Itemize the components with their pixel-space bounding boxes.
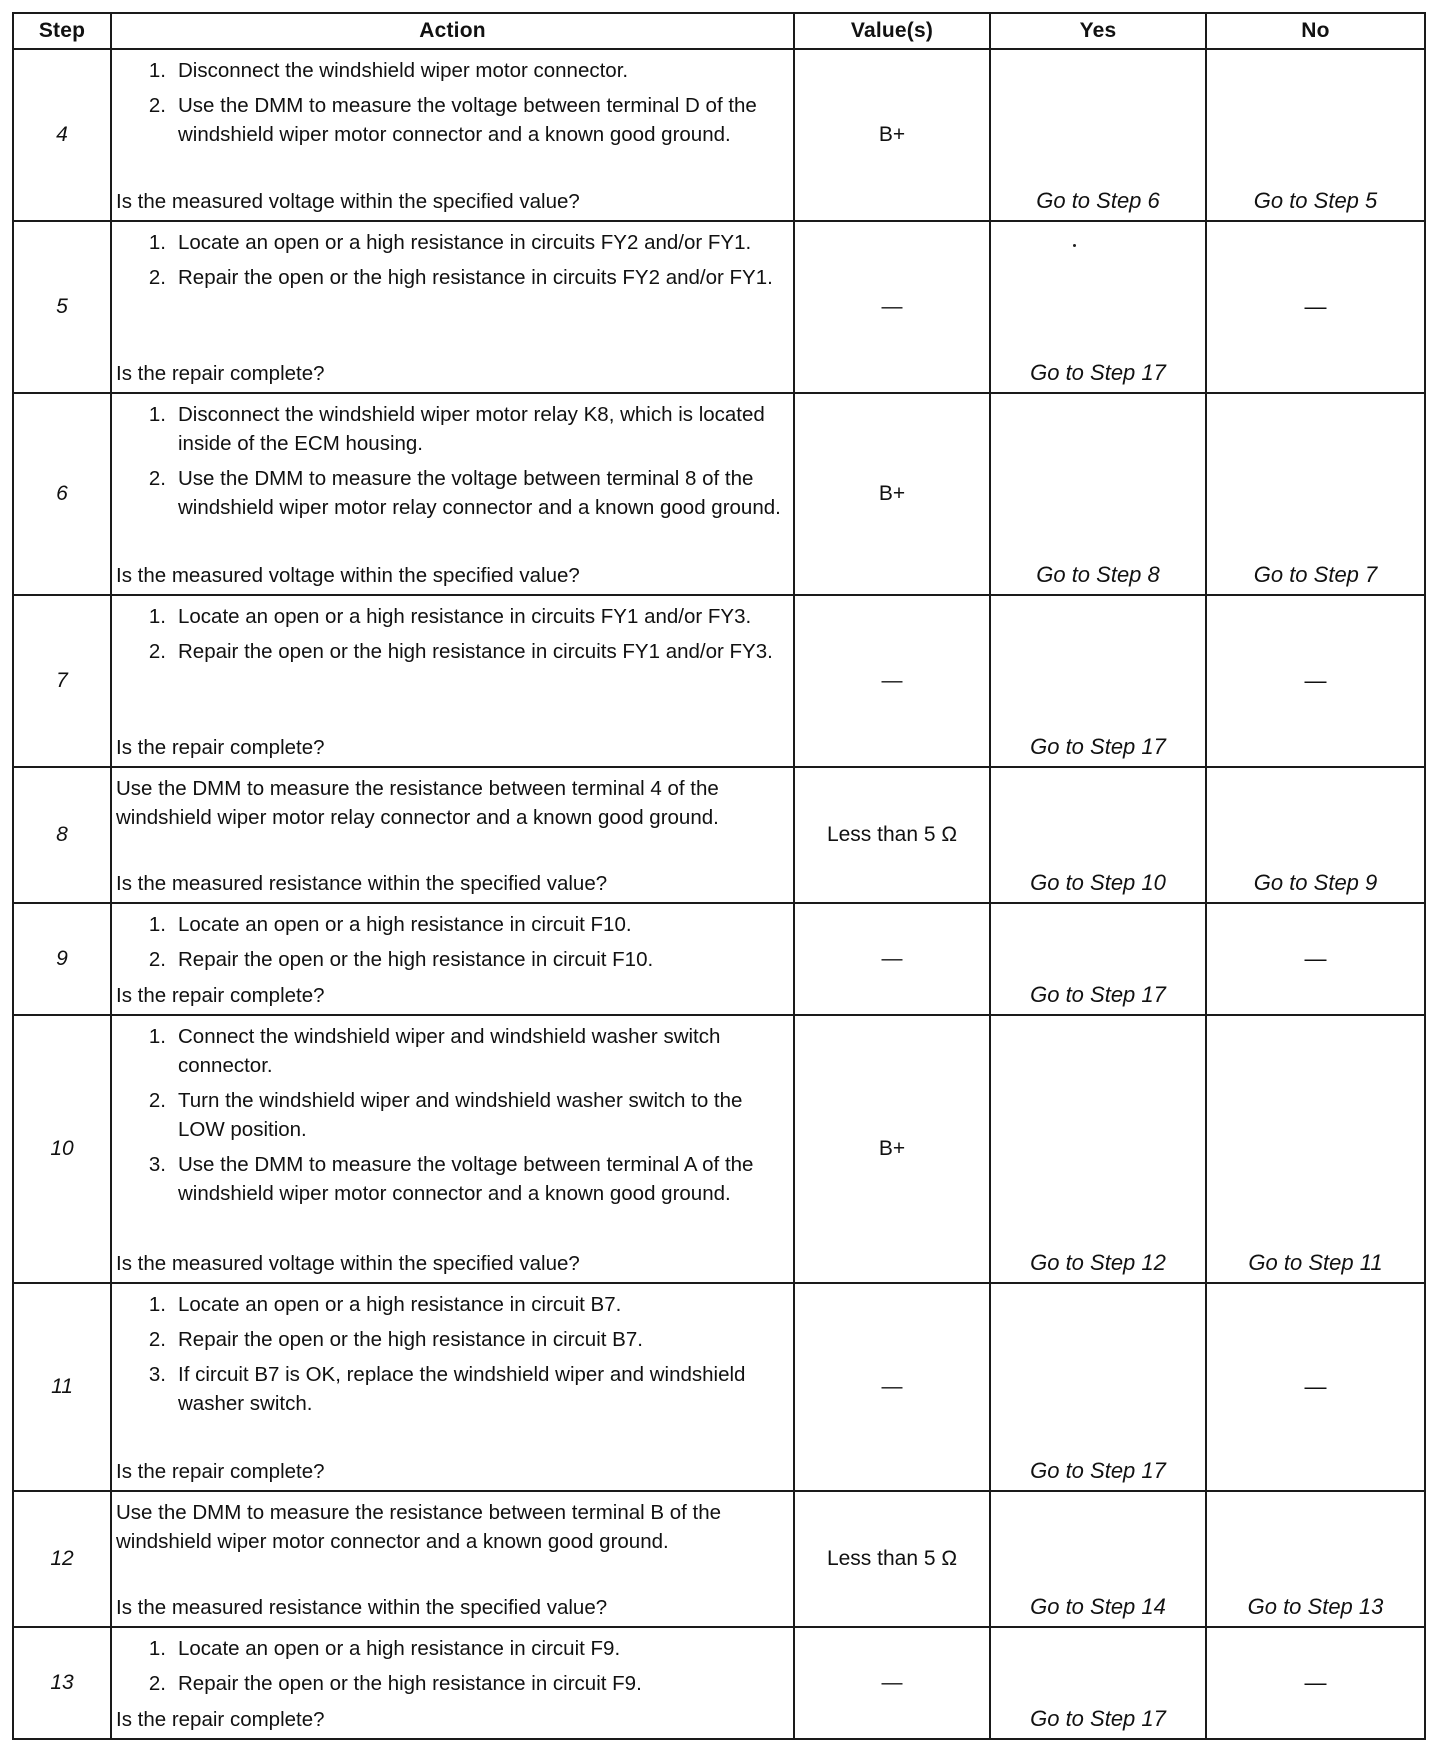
step-number: 7 [13,595,111,767]
no-goto: Go to Step 7 [1253,562,1378,587]
step-item-text: Locate an open or a high resistance in circuits FY2 and/or FY1. [178,231,752,254]
action-cell [111,1283,794,1491]
step-number: 4 [13,49,111,221]
action-step-item [116,228,785,257]
step-item-number: 2. [148,467,166,490]
step-number: 9 [13,903,111,1015]
table-row [13,1491,1425,1627]
step-item-number: 1. [148,231,166,254]
yes-goto: Go to Step 10 [1030,870,1166,895]
table-row [13,1627,1425,1739]
header-row [13,13,1425,49]
action-cell [111,1491,794,1627]
yes-cell [990,49,1206,221]
action-step-item [116,1086,785,1144]
value-cell: B+ [794,1015,990,1283]
header-action: Action [111,13,794,49]
step-item-text: If circuit B7 is OK, replace the windshield wiper and windshield washer switch. [178,1363,746,1415]
step-item-text: Connect the windshield wiper and windshield washer switch connector. [178,1025,721,1077]
yes-goto: Go to Step 17 [1030,982,1166,1007]
diagnostic-table-sheet [12,12,1424,1740]
action-step-item [116,945,785,974]
table-row [13,393,1425,595]
step-item-text: Use the DMM to measure the voltage between terminal 8 of the windshield wiper motor relay connector and a known good ground. [178,467,781,519]
value-cell: Less than 5 Ω [794,1491,990,1627]
scan-speck [1073,244,1076,247]
action-cell [111,1627,794,1739]
value-cell: Less than 5 Ω [794,767,990,903]
value-cell: — [794,1627,990,1739]
table-row [13,221,1425,393]
step-number: 6 [13,393,111,595]
step-item-text: Disconnect the windshield wiper motor relay K8, which is located inside of the ECM housing. [178,403,765,455]
yes-cell [990,1491,1206,1627]
header-step: Step [13,13,111,49]
no-cell [1206,767,1425,903]
step-item-number: 2. [148,1672,166,1695]
action-steps [116,602,785,672]
step-item-number: 2. [148,266,166,289]
header-yes: Yes [990,13,1206,49]
no-cell: — [1206,595,1425,767]
action-step-item [116,91,785,149]
no-goto: Go to Step 11 [1248,1250,1383,1275]
yes-goto: Go to Step 14 [1030,1594,1166,1619]
action-question: Is the measured voltage within the specified value? [116,1252,580,1275]
value-cell: — [794,221,990,393]
header-values: Value(s) [794,13,990,49]
action-step-item [116,464,785,522]
step-item-number: 1. [148,403,166,426]
yes-goto: Go to Step 12 [1030,1250,1166,1275]
step-number: 8 [13,767,111,903]
table-row [13,49,1425,221]
action-paragraph: Use the DMM to measure the resistance between terminal 4 of the windshield wiper motor relay connector and a known good ground. [116,777,719,829]
step-item-number: 2. [148,640,166,663]
step-item-text: Repair the open or the high resistance in circuits FY2 and/or FY1. [178,266,773,289]
yes-cell [990,1627,1206,1739]
step-item-number: 2. [148,1089,166,1112]
table-row [13,1015,1425,1283]
action-steps [116,400,785,528]
action-question: Is the repair complete? [116,984,325,1007]
action-cell [111,903,794,1015]
table-row [13,903,1425,1015]
step-item-text: Locate an open or a high resistance in circuit F10. [178,913,632,936]
yes-goto: Go to Step 6 [1036,188,1160,213]
step-item-text: Repair the open or the high resistance in circuit F9. [178,1672,642,1695]
action-step-item [116,56,785,85]
value-cell: B+ [794,49,990,221]
no-cell: — [1206,1283,1425,1491]
action-question: Is the measured resistance within the specified value? [116,1596,608,1619]
no-cell: — [1206,903,1425,1015]
step-item-number: 1. [148,1637,166,1660]
step-item-text: Repair the open or the high resistance in circuit F10. [178,948,654,971]
yes-goto: Go to Step 17 [1030,734,1166,759]
yes-cell [990,393,1206,595]
no-goto: Go to Step 9 [1253,870,1378,895]
yes-cell [990,595,1206,767]
action-step-item [116,1022,785,1080]
action-step-item [116,1325,785,1354]
action-cell [111,393,794,595]
step-item-text: Locate an open or a high resistance in circuit F9. [178,1637,621,1660]
no-cell [1206,1491,1425,1627]
step-item-number: 2. [148,94,166,117]
step-item-text: Repair the open or the high resistance in circuits FY1 and/or FY3. [178,640,773,663]
no-cell [1206,1015,1425,1283]
action-cell [111,1015,794,1283]
step-item-text: Repair the open or the high resistance in circuit B7. [178,1328,643,1351]
action-steps [116,56,785,155]
action-question: Is the measured voltage within the specified value? [116,564,580,587]
step-item-number: 2. [148,948,166,971]
step-number: 13 [13,1627,111,1739]
step-number: 12 [13,1491,111,1627]
no-cell [1206,49,1425,221]
step-number: 10 [13,1015,111,1283]
step-item-number: 3. [148,1363,166,1386]
step-number: 5 [13,221,111,393]
yes-goto: Go to Step 17 [1030,360,1166,385]
yes-goto: Go to Step 17 [1030,1458,1166,1483]
yes-cell [990,1283,1206,1491]
no-cell: — [1206,1627,1425,1739]
action-cell [111,767,794,903]
step-item-number: 1. [148,1293,166,1316]
action-paragraph: Use the DMM to measure the resistance between terminal B of the windshield wiper motor connector and a known good ground. [116,1501,722,1553]
table-row [13,595,1425,767]
table-row [13,767,1425,903]
action-step-item [116,1150,785,1208]
step-item-text: Use the DMM to measure the voltage between terminal D of the windshield wiper motor connector and a known good ground. [178,94,757,146]
step-item-text: Turn the windshield wiper and windshield washer switch to the LOW position. [178,1089,743,1141]
yes-cell [990,1015,1206,1283]
step-item-number: 1. [148,59,166,82]
action-cell [111,221,794,393]
action-step-item [116,1290,785,1319]
action-question: Is the repair complete? [116,1460,325,1483]
action-step-item [116,1634,785,1663]
action-steps [116,228,785,298]
step-item-number: 2. [148,1328,166,1351]
action-steps [116,1634,785,1704]
step-item-text: Use the DMM to measure the voltage between terminal A of the windshield wiper motor connector and a known good ground. [178,1153,754,1205]
action-step-item [116,910,785,939]
action-step-item [116,400,785,458]
yes-cell [990,903,1206,1015]
yes-goto: Go to Step 17 [1030,1706,1166,1731]
yes-cell [990,221,1206,393]
value-cell: — [794,1283,990,1491]
value-cell: — [794,595,990,767]
table-row [13,1283,1425,1491]
no-cell [1206,393,1425,595]
action-steps [116,910,785,980]
action-question: Is the measured voltage within the specified value? [116,190,580,213]
action-steps [116,1022,785,1214]
header-no: No [1206,13,1425,49]
action-question: Is the repair complete? [116,362,325,385]
step-item-text: Locate an open or a high resistance in circuit B7. [178,1293,622,1316]
action-cell [111,49,794,221]
action-question: Is the repair complete? [116,1708,325,1731]
no-goto: Go to Step 13 [1247,1594,1384,1619]
action-step-item [116,602,785,631]
step-number: 11 [13,1283,111,1491]
step-item-number: 1. [148,605,166,628]
step-item-number: 3. [148,1153,166,1176]
action-steps [116,1290,785,1424]
no-goto: Go to Step 5 [1253,188,1378,213]
table-body [13,49,1425,1739]
value-cell: B+ [794,393,990,595]
no-cell: — [1206,221,1425,393]
step-item-text: Disconnect the windshield wiper motor connector. [178,59,629,82]
step-item-text: Locate an open or a high resistance in circuits FY1 and/or FY3. [178,605,752,628]
diagnostic-table [12,12,1426,1740]
step-item-number: 1. [148,913,166,936]
yes-goto: Go to Step 8 [1036,562,1160,587]
action-question: Is the measured resistance within the specified value? [116,872,608,895]
action-step-item [116,1360,785,1418]
action-step-item [116,1669,785,1698]
action-step-item [116,263,785,292]
yes-cell [990,767,1206,903]
action-cell [111,595,794,767]
value-cell: — [794,903,990,1015]
action-question: Is the repair complete? [116,736,325,759]
step-item-number: 1. [148,1025,166,1048]
action-step-item [116,637,785,666]
